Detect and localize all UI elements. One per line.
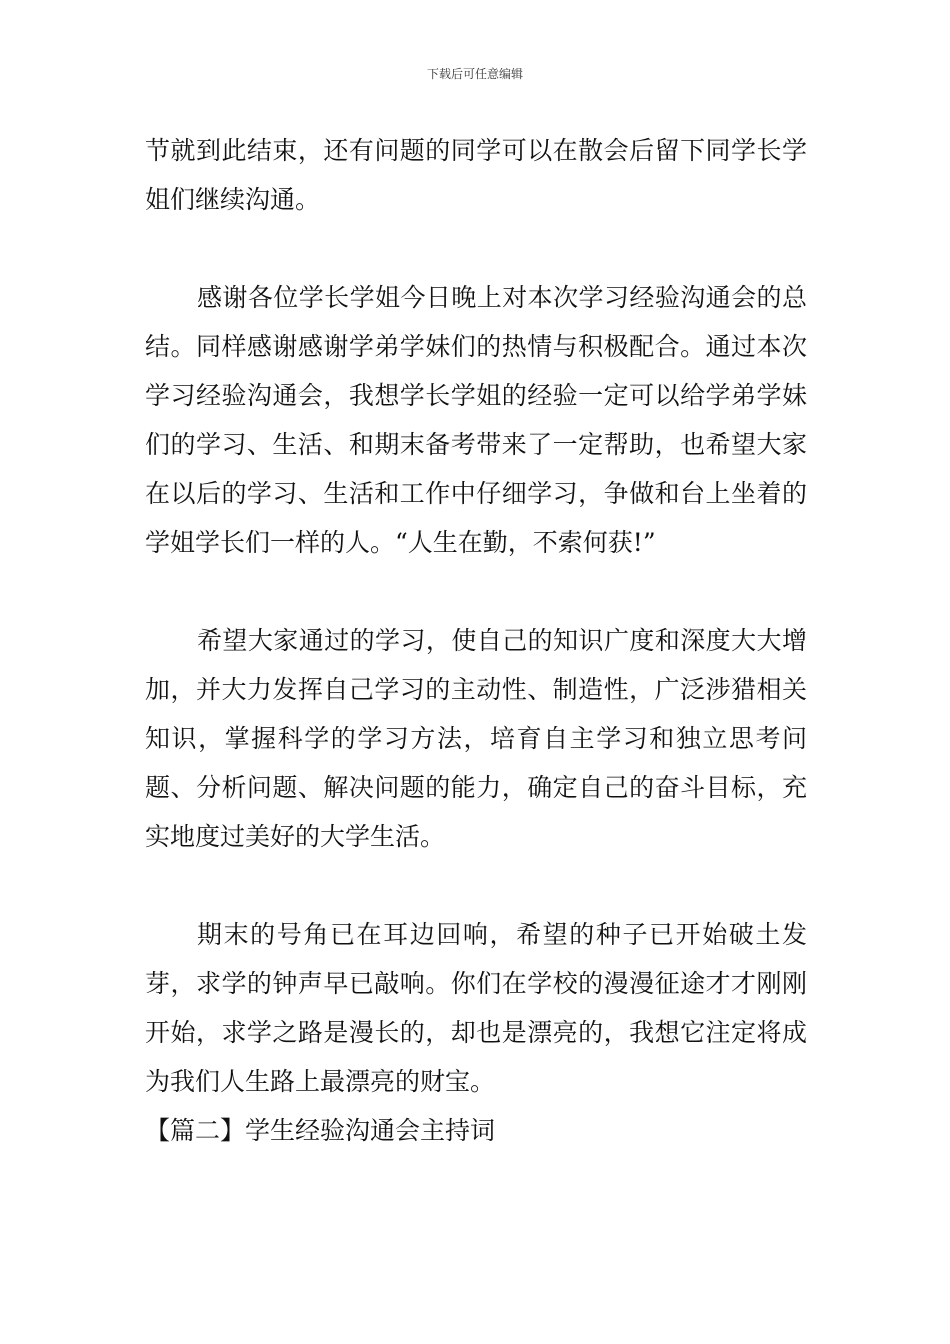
paragraph-thanks: 感谢各位学长学姐今日晚上对本次学习经验沟通会的总结。同样感谢感谢学弟学妹们的热情与积极配合。通过本次学习经验沟通会，我想学长学姐的经验一定可以给学弟学妹们的学习、生活、和期末备考带来了一定帮助，也希望大家在以后的学习、生活和工作中仔细学习，争做和台上坐着的学姐学长们一样的人。“人生在勤，不索何获!” (145, 283, 807, 557)
paragraph-final-exam: 期末的号角已在耳边回响，希望的种子已开始破土发芽，求学的钟声早已敲响。你们在学校的漫漫征途才才刚刚开始，求学之路是漫长的，却也是漂亮的，我想它注定将成为我们人生路上最漂亮的财宝。 (145, 920, 807, 1096)
paragraph-hope: 希望大家通过的学习，使自己的知识广度和深度大大增加，并大力发挥自己学习的主动性、制造性，广泛涉猎相关知识，掌握科学的学习方法，培育自主学习和独立思考问题、分析问题、解决问题的能力，确定自己的奋斗目标，充实地度过美好的大学生活。 (145, 626, 807, 851)
page-header: 下载后可任意编辑 (426, 67, 523, 81)
section-heading: 【篇二】学生经验沟通会主持词 (145, 1116, 496, 1145)
paragraph-continuation: 节就到此结束，还有问题的同学可以在散会后留下同学长学姐们继续沟通。 (145, 136, 807, 214)
document-body (145, 126, 807, 1155)
